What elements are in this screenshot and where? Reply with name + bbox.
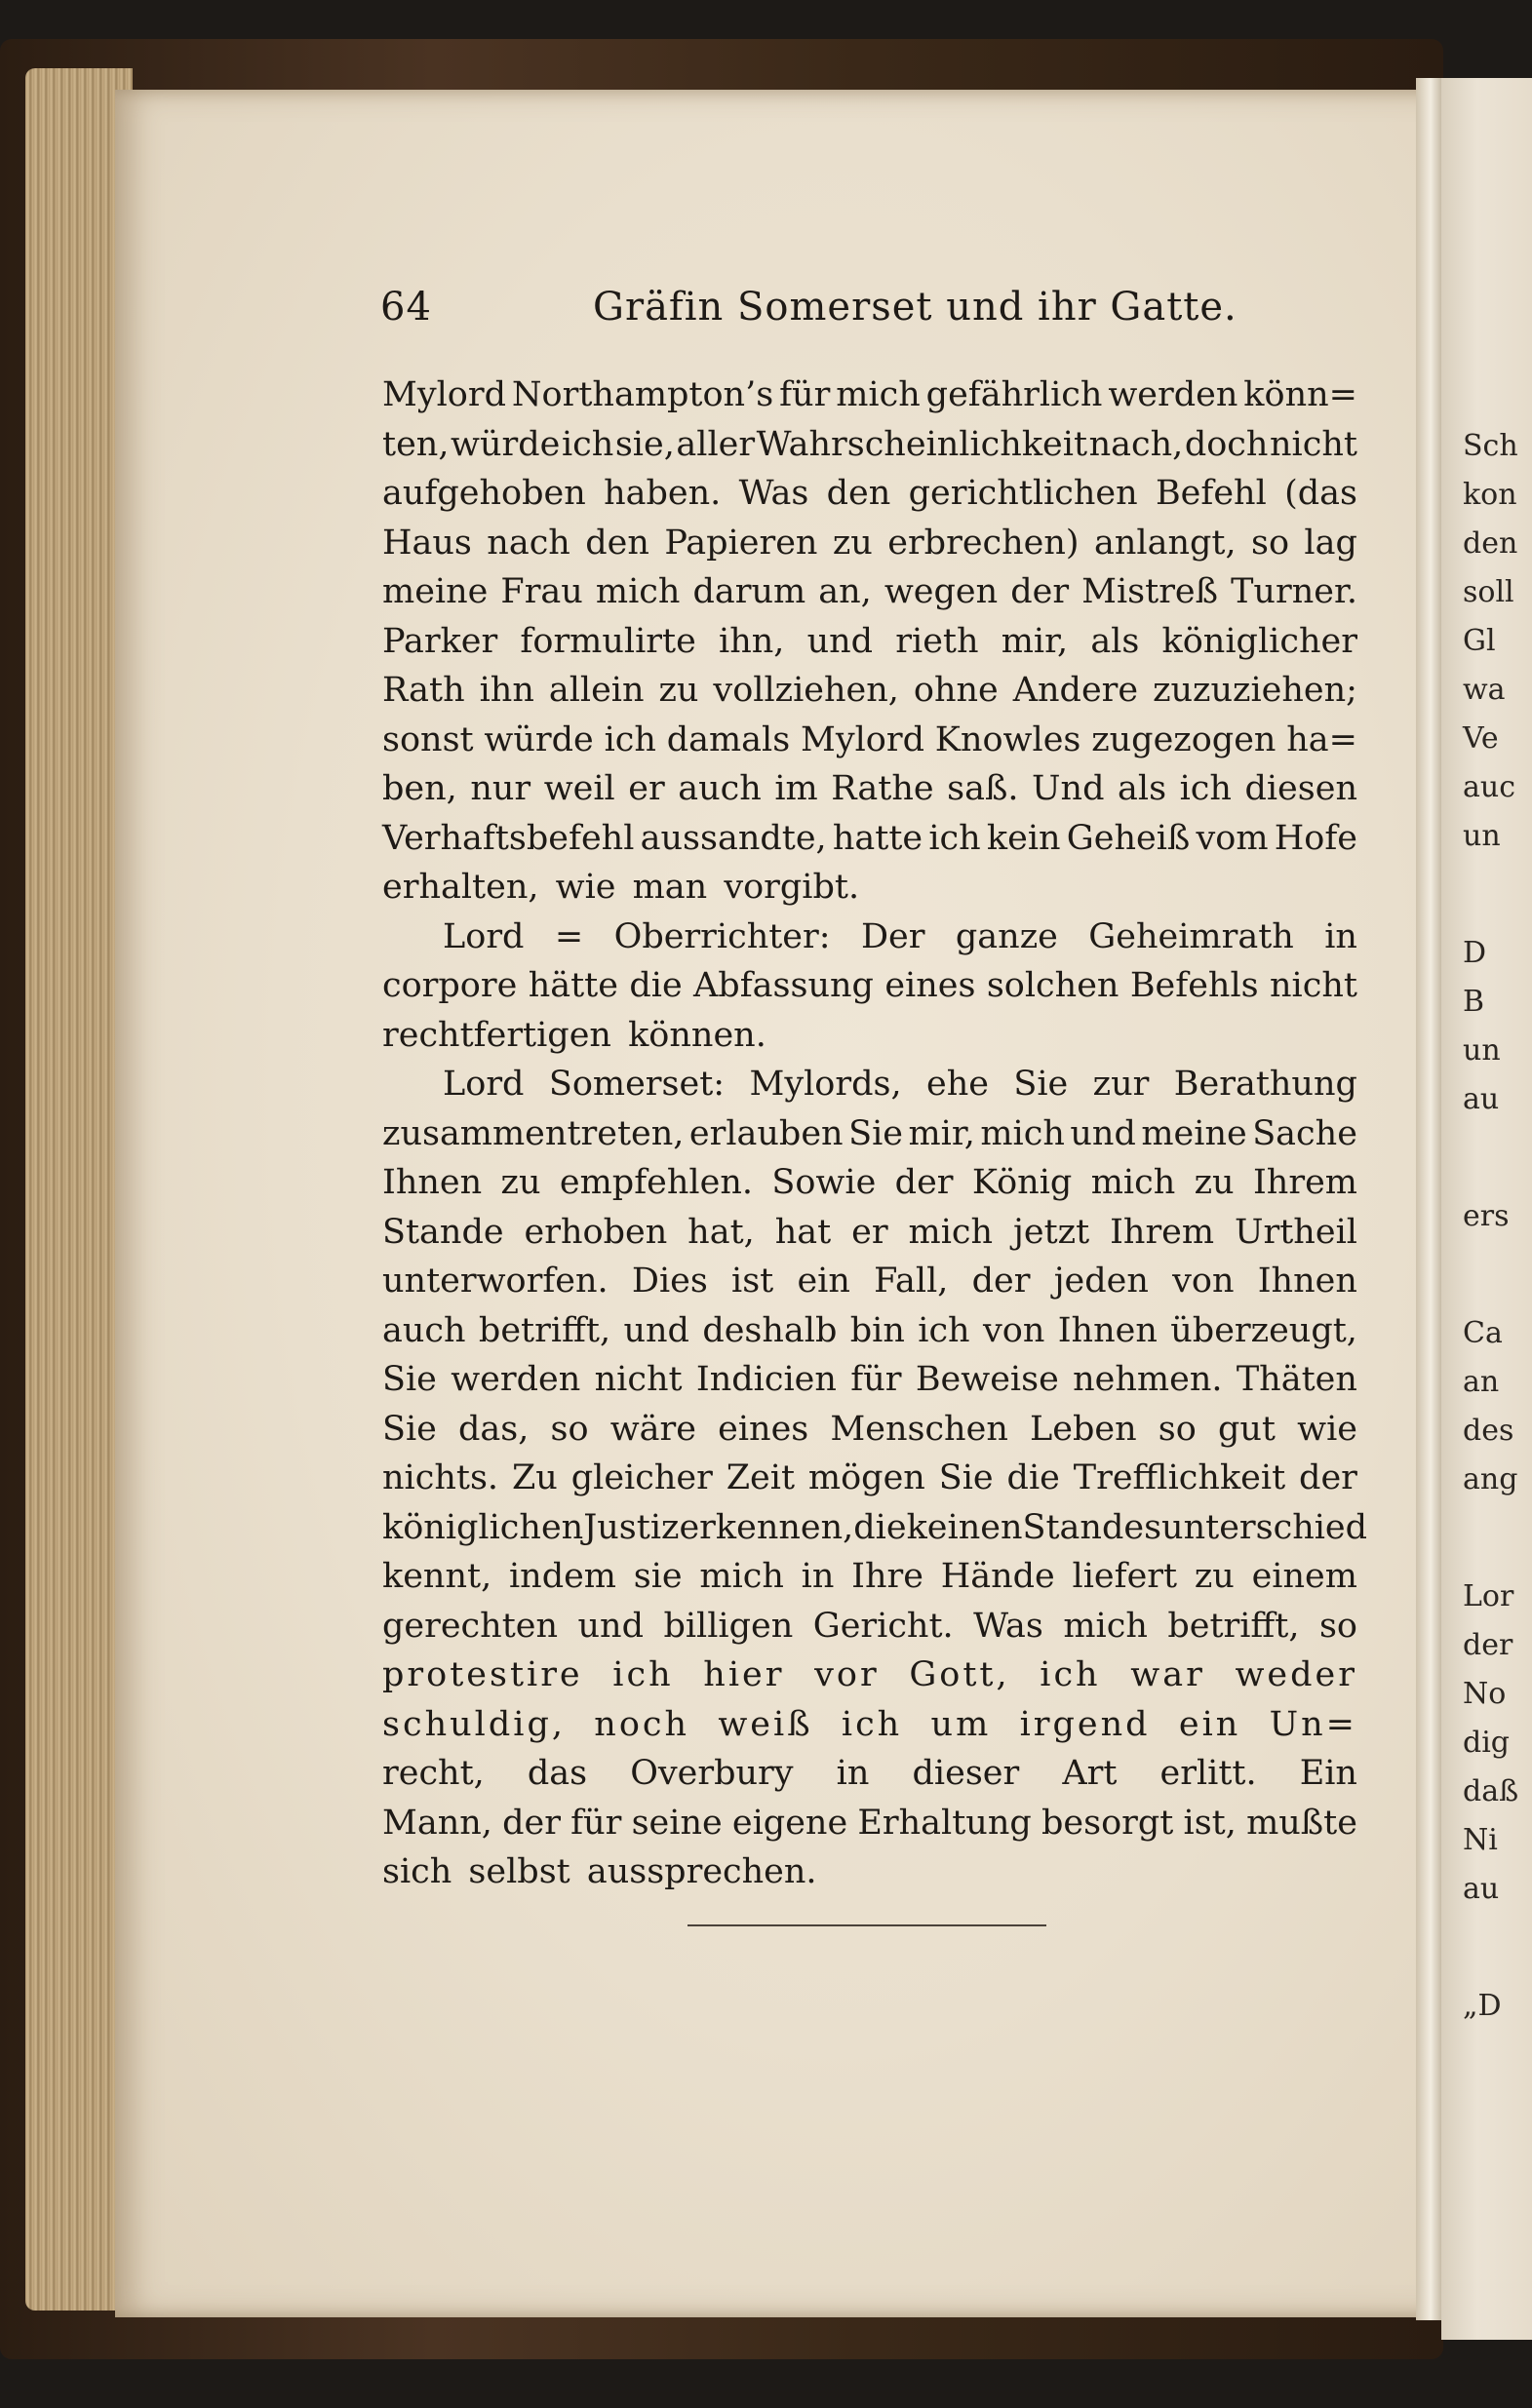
facing-page-fragment: un [1463, 1033, 1501, 1068]
text-line: schuldig, noch weiß ich um irgend ein Un= [382, 1704, 1357, 1744]
text-line: Stande erhoben hat, hat er mich jetzt Ihrem Urtheil [382, 1212, 1357, 1252]
facing-page-fragment: No [1463, 1677, 1507, 1711]
text-line: unterworfen. Dies ist ein Fall, der jeden von Ihnen [382, 1262, 1357, 1301]
text-line: Rath ihn allein zu vollziehen, ohne Andere zuzuziehen; [382, 671, 1357, 710]
text-line: sonst würde ich damals Mylord Knowles zugezogen ha= [382, 719, 1357, 759]
facing-page-fragment: soll [1463, 575, 1514, 609]
text-line: nichts. Zu gleicher Zeit mögen Sie die Trefflichkeit der [382, 1458, 1357, 1497]
facing-page-fragment: „D [1463, 1989, 1502, 2023]
facing-page-fragment: un [1463, 819, 1501, 853]
facing-page-fragment: Gl [1463, 624, 1496, 658]
facing-page-fragment: au [1463, 1872, 1500, 1906]
text-line: Mann, der für seine eigene Erhaltung besorgt ist, mußte [382, 1803, 1357, 1843]
text-line: Mylord Northampton’s für mich gefährlich werden könn= [382, 375, 1357, 414]
text-line: Lord = Oberrichter: Der ganze Geheimrath in [443, 916, 1357, 956]
text-line: kennt, indem sie mich in Ihre Hände liefert zu einem [382, 1557, 1357, 1596]
text-line: königlichen Justiz erkennen, die keinen Standesunterschied [382, 1507, 1368, 1547]
text-line: rechtfertigen können. [382, 1015, 766, 1055]
facing-page-fragment: ang [1463, 1462, 1518, 1496]
text-line: gerechten und billigen Gericht. Was mich betrifft, so [382, 1606, 1357, 1646]
text-line: corpore hätte die Abfassung eines solchen Befehls nicht [382, 966, 1357, 1005]
text-line: protestire ich hier vor Gott, ich war weder [382, 1655, 1357, 1694]
text-line: ten, würde ich sie, aller Wahrscheinlichkeit nach, doch nicht [382, 424, 1357, 464]
facing-page-fragment: B [1463, 985, 1485, 1019]
facing-page-fragment: Ve [1463, 721, 1499, 756]
facing-page-fragment: Lor [1463, 1579, 1514, 1613]
facing-page-fragment: kon [1463, 478, 1517, 512]
facing-page-fragment: ers [1463, 1199, 1510, 1233]
facing-page-fragment: den [1463, 526, 1518, 561]
facing-page-fragment: wa [1463, 673, 1506, 707]
text-line: recht, das Overbury in dieser Art erlitt. Ein [382, 1754, 1357, 1793]
facing-page-fragment: dig [1463, 1726, 1511, 1760]
facing-page-fragment: Ca [1463, 1316, 1503, 1350]
text-line: ben, nur weil er auch im Rathe saß. Und als ich diesen [382, 769, 1357, 808]
text-line: Verhaftsbefehl aussandte, hatte ich kein Geheiß vom Hofe [382, 818, 1357, 858]
facing-page-fragment: der [1463, 1628, 1513, 1662]
facing-page-fragment: auc [1463, 770, 1516, 804]
text-line: erhalten, wie man vorgibt. [382, 868, 860, 907]
facing-page-fragment: daß [1463, 1774, 1519, 1808]
body-text [382, 370, 1368, 1897]
page-number: 64 [380, 285, 432, 330]
text-line: meine Frau mich darum an, wegen der Mistreß Turner. [382, 572, 1357, 611]
text-line: Lord Somerset: Mylords, ehe Sie zur Berathung [443, 1065, 1357, 1104]
text-line: Sie werden nicht Indicien für Beweise nehmen. Thäten [382, 1360, 1357, 1399]
text-line: auch betrifft, und deshalb bin ich von Ihnen überzeugt, [382, 1310, 1357, 1350]
facing-page-fragment: an [1463, 1365, 1500, 1399]
facing-page [1441, 78, 1532, 2340]
facing-page-fragment: des [1463, 1414, 1514, 1448]
end-rule [687, 1924, 1046, 1926]
facing-page-fragment: Ni [1463, 1823, 1498, 1857]
text-line: Sie das, so wäre eines Menschen Leben so gut wie [382, 1409, 1357, 1449]
text-line: Ihnen zu empfehlen. Sowie der König mich zu Ihrem [382, 1163, 1357, 1202]
text-line: aufgehoben haben. Was den gerichtlichen Befehl (das [382, 474, 1357, 513]
running-title: Gräfin Somerset und ihr Gatte. [593, 285, 1237, 330]
text-line: Haus nach den Papieren zu erbrechen) anlangt, so lag [382, 523, 1357, 563]
text-line: sich selbst aussprechen. [382, 1852, 817, 1891]
facing-page-fragment: D [1463, 936, 1487, 970]
text-line: zusammentreten, erlauben Sie mir, mich und meine Sache [382, 1113, 1357, 1153]
facing-page-fragment: au [1463, 1082, 1500, 1116]
facing-page-fragment: Sch [1463, 429, 1518, 463]
text-line: Parker formulirte ihn, und rieth mir, als königlicher [382, 621, 1357, 661]
